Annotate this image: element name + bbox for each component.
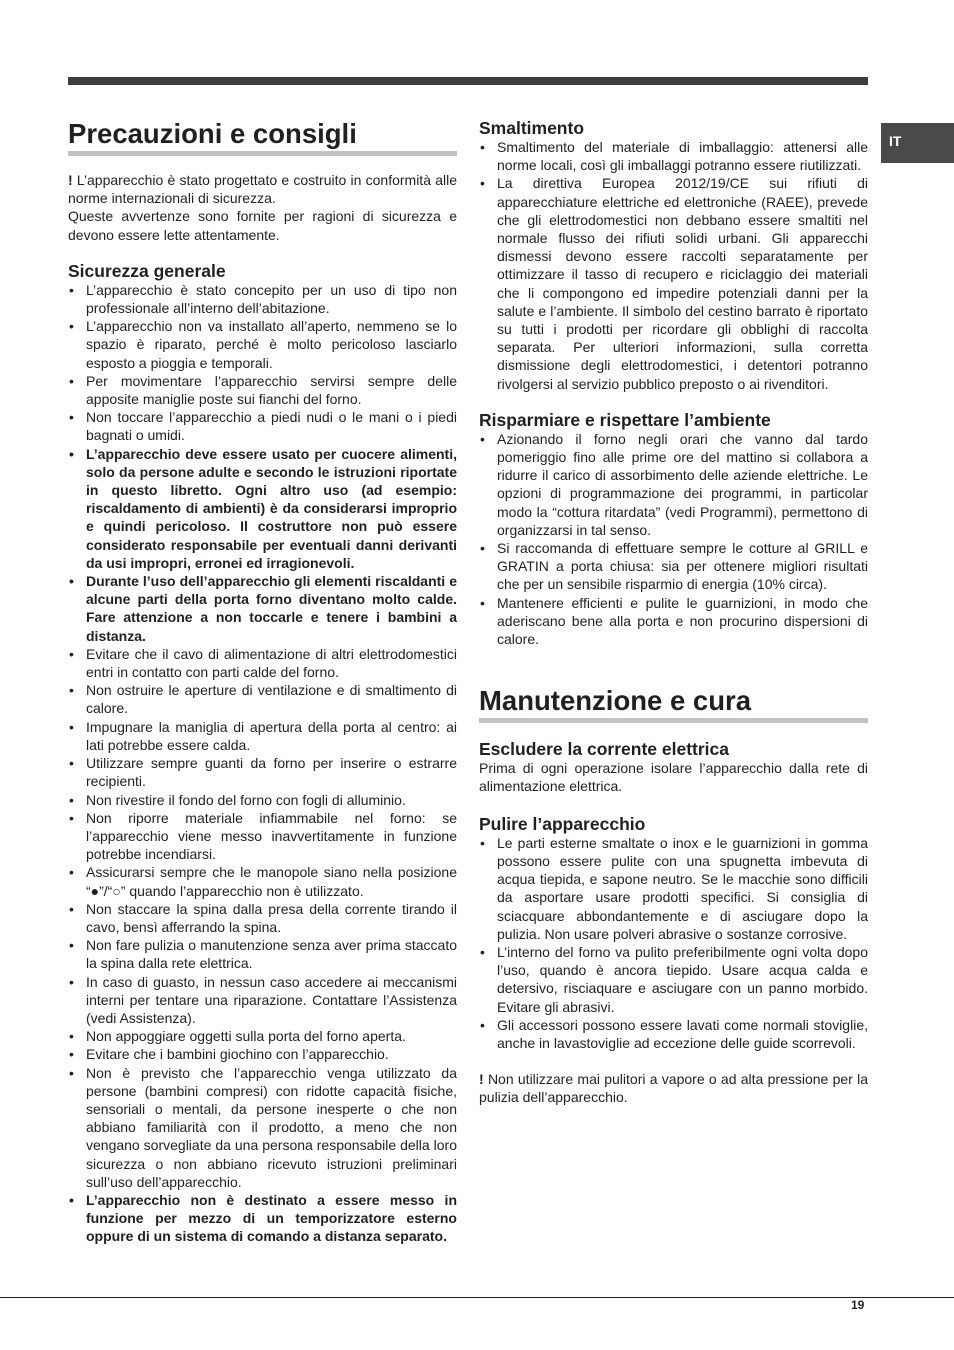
list-item: • Non è previsto che l’apparecchio venga utilizzato da persone (bambini compresi) con ridotte capacità fisiche, sensoriali o mentali, da persone inesperte o che non abbiano familiarità con il prodotto, a meno che non vengano sorvegliate da una persona responsabile della loro sicurezza o non abbiano ricevuto istruzioni preliminari sull’uso dell’apparecchio. <box>68 1064 457 1191</box>
list-item: • Mantenere efficienti e pulite le guarnizioni, in modo che aderiscano bene alla porta e non procurino dispersioni di calore. <box>479 594 868 649</box>
intro-paragraph <box>68 207 457 243</box>
list-item: • La direttiva Europea 2012/19/CE sui rifiuti di apparecchiature elettriche ed elettroniche (RAEE), prevede che gli elettrodomestici non debbano essere smaltiti nel normale flusso dei rifiuti solidi urbani. Gli apparecchi dismessi devono essere raccolti separatamente per ottimizzare il tasso di recupero e riciclaggio dei materiali che li compongono ed impedire potenziali danni per la salute e l’ambiente. Il simbolo del cestino barrato è riportato su tutti i prodotti per ricordare gli obblighi di raccolta separata. Per ulteriori informazioni, sulla corretta dismissione degli elettrodomestici, i detentori potranno rivolgersi al servizio pubblico preposto o ai rivenditori. <box>479 174 868 392</box>
list-pulire <box>479 834 868 1052</box>
intro-paragraph <box>68 171 457 207</box>
list-item: • Gli accessori possono essere lavati come normali stoviglie, anche in lavastoviglie ad eccezione delle guide scorrevoli. <box>479 1016 868 1052</box>
list-item: • L’interno del forno va pulito preferibilmente ogni volta dopo l’uso, quando è ancora tiepido. Usare acqua calda e detersivo, risciaquare e asciugare con un panno morbido. Evitare gli abrasivi. <box>479 943 868 1016</box>
list-item: • Non fare pulizia o manutenzione senza aver prima staccato la spina dalla rete elettrica. <box>68 936 457 972</box>
list-item: • Non ostruire le aperture di ventilazione e di smaltimento di calore. <box>68 681 457 717</box>
list-item: • Si raccomanda di effettuare sempre le cotture al GRILL e GRATIN a porta chiusa: sia per ottenere migliori risultati che per un sensibile risparmio di energia (10% circa). <box>479 539 868 594</box>
list-item: • Durante l’uso dell’apparecchio gli elementi riscaldanti e alcune parti della porta forno diventano molto calde. Fare attenzione a non toccarle e tenere i bambini a distanza. <box>68 572 457 645</box>
heading-escludere-corrente: Escludere la corrente elettrica <box>479 739 729 760</box>
list-item: • Assicurarsi sempre che le manopole siano nella posizione “●”/“○” quando l’apparecchio non è utilizzato. <box>68 863 457 899</box>
intro-text: L’apparecchio è stato progettato e costruito in conformità alle norme internazionali di sicurezza. <box>68 172 457 207</box>
list-item: • Non toccare l’apparecchio a piedi nudi o le mani o i piedi bagnati o umidi. <box>68 408 457 444</box>
list-item: • Evitare che il cavo di alimentazione di altri elettrodomestici entri in contatto con parti calde del forno. <box>68 645 457 681</box>
list-risparmiare <box>479 430 868 648</box>
list-smaltimento <box>479 138 868 393</box>
list-item: • L’apparecchio non è destinato a essere messo in funzione per mezzo di un temporizzatore esterno oppure di un sistema di comando a distanza separato. <box>68 1191 457 1246</box>
list-item: • Non appoggiare oggetti sulla porta del forno aperta. <box>68 1027 457 1045</box>
page-number: 19 <box>851 1298 865 1312</box>
heading-sicurezza-generale: Sicurezza generale <box>68 260 226 281</box>
heading-smaltimento: Smaltimento <box>479 118 585 138</box>
list-item: • Per movimentare l’apparecchio servirsi sempre delle apposite maniglie poste sui fianchi del forno. <box>68 372 457 408</box>
section-title-precauzioni: Precauzioni e consigli <box>68 118 457 156</box>
intro-text: Queste avvertenze sono fornite per ragioni di sicurezza e devono essere lette attentamente. <box>68 208 457 243</box>
warning-paragraph <box>479 1070 868 1106</box>
warning-mark: ! <box>68 172 73 188</box>
intro-block <box>68 171 457 244</box>
list-item: • Utilizzare sempre guanti da forno per inserire o estrarre recipienti. <box>68 754 457 790</box>
list-item: • Non rivestire il fondo del forno con fogli di alluminio. <box>68 791 457 809</box>
list-item: • Non riporre materiale infiammabile nel forno: se l’apparecchio viene messo inavvertitamente in funzione potrebbe incendiarsi. <box>68 809 457 864</box>
list-item: • Evitare che i bambini giochino con l’apparecchio. <box>68 1045 457 1063</box>
list-item: • L’apparecchio non va installato all’aperto, nemmeno se lo spazio è riparato, perché è molto pericoloso lasciarlo esposto a pioggia e temporali. <box>68 317 457 372</box>
footer-rule <box>0 1297 954 1298</box>
list-item: • In caso di guasto, in nessun caso accedere ai meccanismi interni per tentare una riparazione. Contattare l’Assistenza (vedi Assistenza). <box>68 973 457 1028</box>
warning-mark: ! <box>479 1071 484 1088</box>
list-sicurezza <box>68 281 457 1246</box>
list-item: • Azionando il forno negli orari che vanno dal tardo pomeriggio fino alle prime ore del mattino si collabora a ridurre il carico di assorbimento delle aziende elettriche. Le opzioni di programmazione dei programmi, in particolar modo la “cottura ritardata” (vedi Programmi), permettono di organizzarsi in tal senso. <box>479 430 868 539</box>
list-item: • L’apparecchio è stato concepito per un uso di tipo non professionale all’interno dell’abitazione. <box>68 281 457 317</box>
list-item: • Le parti esterne smaltate o inox e le guarnizioni in gomma possono essere pulite con una spugnetta imbevuta di acqua tiepida, e sapone neutro. Se le macchie sono difficili da asportare usare prodotti specifici. Si consiglia di sciacquare abbondantemente e di asciugare dopo la pulizia. Non usare polveri abrasive o sostanze corrosive. <box>479 834 868 943</box>
heading-risparmiare: Risparmiare e rispettare l’ambiente <box>479 409 771 430</box>
heading-pulire: Pulire l’apparecchio <box>479 813 646 834</box>
header-rule <box>68 77 868 85</box>
right-column <box>479 118 868 1107</box>
warning-text: Non utilizzare mai pulitori a vapore o ad alta pressione per la pulizia dell’apparecchio. <box>479 1071 868 1106</box>
left-column <box>68 118 457 1246</box>
list-item: • Non staccare la spina dalla presa della corrente tirando il cavo, bensì afferrando la spina. <box>68 900 457 936</box>
list-item: • Smaltimento del materiale di imballaggio: attenersi alle norme locali, così gli imballaggi potranno essere riutilizzati. <box>479 138 868 174</box>
list-item: • Impugnare la maniglia di apertura della porta al centro: ai lati potrebbe essere calda. <box>68 718 457 754</box>
section-title-manutenzione: Manutenzione e cura <box>479 685 868 723</box>
language-tab: IT <box>881 123 954 163</box>
list-item: • L’apparecchio deve essere usato per cuocere alimenti, solo da persone adulte e secondo le istruzioni riportate in questo libretto. Ogni altro uso (ad esempio: riscaldamento di ambienti) è da considerarsi improprio e quindi pericoloso. Il costruttore non può essere considerato responsabile per eventuali danni derivanti da usi impropri, erronei ed irragionevoli. <box>68 445 457 572</box>
escludere-paragraph: Prima di ogni operazione isolare l’apparecchio dalla rete di alimentazione elettrica. <box>479 760 868 795</box>
